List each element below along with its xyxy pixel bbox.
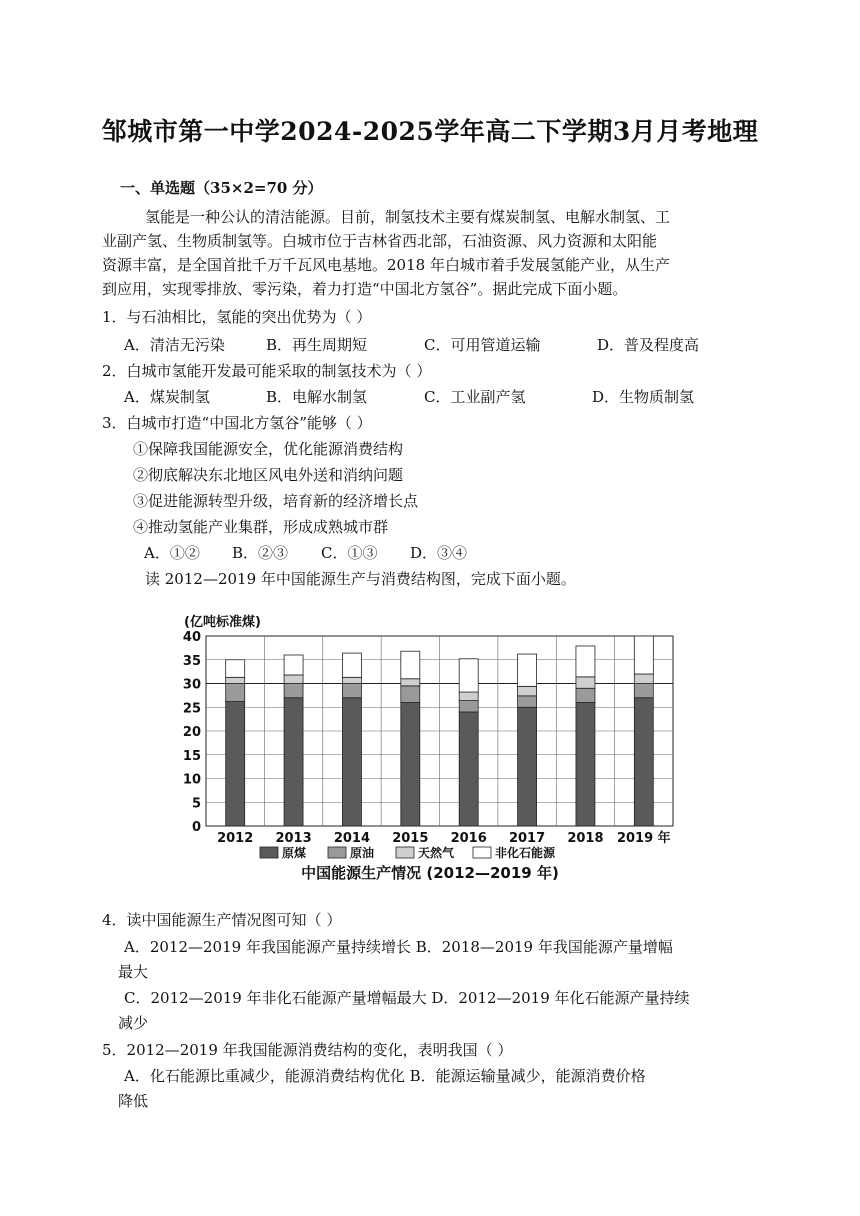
chart-title: 中国能源生产情况 (2012—2019 年) (301, 864, 559, 882)
chart-ylabel: (亿吨标准煤) (184, 615, 261, 630)
y-tick-label: 10 (182, 772, 201, 788)
option-c: C．可用管道运输 (424, 336, 541, 354)
legend-label: 非化石能源 (495, 846, 556, 860)
bar-segment (459, 659, 478, 692)
y-tick-label: 0 (191, 820, 201, 835)
passage-line: 资源丰富，是全国首批千万千瓦风电基地。2018 年白城市着手发展氢能产业，从生产 (102, 256, 670, 274)
option-d: D．生物质制氢 (592, 388, 695, 406)
bar-segment (401, 703, 420, 827)
legend-swatch (260, 847, 278, 858)
x-tick-label: 2014 (333, 831, 371, 846)
statement-item: ①保障我国能源安全，优化能源消费结构 (133, 440, 404, 458)
legend-swatch (473, 847, 491, 858)
bar-segment (342, 653, 361, 677)
x-tick-label: 2013 (275, 831, 312, 846)
legend-swatch (396, 847, 414, 858)
x-tick-label: 2015 (392, 831, 429, 846)
bar-segment (284, 655, 303, 675)
option-d: D．③④ (410, 544, 468, 562)
bar-segment (634, 674, 653, 684)
bar-segment (401, 651, 420, 679)
legend-swatch (328, 847, 346, 858)
bar-segment (284, 675, 303, 684)
option-c: C．工业副产氢 (424, 388, 526, 406)
bar-segment (401, 679, 420, 686)
passage-line: 业副产氢、生物质制氢等。白城市位于吉林省西北部，石油资源、风力资源和太阳能 (102, 232, 658, 250)
x-tick-label: 2019 年 (616, 831, 671, 846)
legend-label: 天然气 (418, 846, 455, 860)
bar-segment (518, 686, 537, 696)
passage-2: 读 2012—2019 年中国能源生产与消费结构图，完成下面小题。 (145, 570, 576, 588)
option-line: 降低 (118, 1092, 149, 1110)
bar-segment (518, 707, 537, 826)
question-stem: 4．读中国能源生产情况图可知（ ） (102, 911, 342, 929)
page-title: 邹城市第一中学2024-2025学年高二下学期3月月考地理 (101, 117, 759, 146)
bar-segment (518, 654, 537, 686)
x-tick-label: 2016 (450, 831, 487, 846)
bar-segment (576, 646, 595, 677)
option-b: B．再生周期短 (266, 336, 368, 354)
question-stem: 3．白城市打造“中国北方氢谷”能够（ ） (102, 414, 372, 432)
bar-segment (284, 698, 303, 826)
bar-segment (226, 702, 245, 826)
passage-line: 到应用，实现零排放、零污染，着力打造“中国北方氢谷”。据此完成下面小题。 (102, 280, 628, 298)
statement-item: ②彻底解决东北地区风电外送和消纳问题 (133, 466, 404, 484)
bar-segment (518, 696, 537, 707)
option-a: A．清洁无污染 (124, 336, 225, 354)
option-line: A．2012—2019 年我国能源产量持续增长 B．2018—2019 年我国能源产量增幅 (124, 938, 673, 956)
bar-segment (342, 677, 361, 683)
bar-segment (576, 703, 595, 827)
question-stem: 2．白城市氢能开发最可能采取的制氢技术为（ ） (102, 362, 432, 380)
x-tick-label: 2018 (567, 831, 604, 846)
passage-line: 氢能是一种公认的清洁能源。目前，制氢技术主要有煤炭制氢、电解水制氢、工 (145, 208, 671, 226)
energy-production-chart (170, 606, 690, 896)
legend-label: 原油 (350, 846, 375, 860)
bar-segment (634, 636, 653, 674)
bar-segment (459, 692, 478, 701)
bar-segment (634, 684, 653, 698)
bar-segment (284, 684, 303, 698)
bar-segment (634, 698, 653, 826)
option-d: D．普及程度高 (597, 336, 700, 354)
bar-segment (459, 701, 478, 712)
bar-segment (576, 688, 595, 702)
option-c: C．①③ (321, 544, 378, 562)
section-heading: 一、单选题（35×2=70 分） (120, 179, 323, 197)
bar-segment (226, 660, 245, 678)
option-line: C．2012—2019 年非化石能源产量增幅最大 D．2012—2019 年化石能源产量持续 (124, 989, 690, 1007)
option-a: A．煤炭制氢 (124, 388, 210, 406)
bar-segment (226, 684, 245, 702)
bar-segment (226, 677, 245, 683)
y-tick-label: 30 (182, 677, 201, 693)
statement-item: ④推动氢能产业集群，形成成熟城市群 (133, 518, 389, 536)
option-line: A．化石能源比重减少，能源消费结构优化 B．能源运输量减少，能源消费价格 (124, 1067, 646, 1085)
option-a: A．①② (144, 544, 200, 562)
x-tick-label: 2017 (508, 831, 546, 846)
option-line: 最大 (118, 963, 149, 981)
bar-segment (401, 686, 420, 703)
legend-label: 原煤 (282, 846, 307, 860)
y-tick-label: 40 (182, 630, 201, 645)
bar-segment (576, 677, 595, 688)
bar-segment (342, 698, 361, 826)
x-tick-label: 2012 (217, 831, 254, 846)
option-line: 减少 (118, 1014, 149, 1032)
option-b: B．电解水制氢 (266, 388, 368, 406)
statement-item: ③促进能源转型升级，培育新的经济增长点 (133, 492, 419, 510)
option-b: B．②③ (232, 544, 289, 562)
bar-segment (459, 712, 478, 826)
y-tick-label: 20 (182, 725, 201, 740)
y-tick-label: 25 (182, 701, 201, 717)
y-tick-label: 15 (182, 748, 201, 764)
bar-segment (342, 684, 361, 698)
question-stem: 5．2012—2019 年我国能源消费结构的变化，表明我国（ ） (102, 1041, 513, 1059)
y-tick-label: 5 (191, 796, 201, 812)
y-tick-label: 35 (182, 653, 201, 669)
question-stem: 1．与石油相比，氢能的突出优势为（ ） (102, 308, 372, 326)
